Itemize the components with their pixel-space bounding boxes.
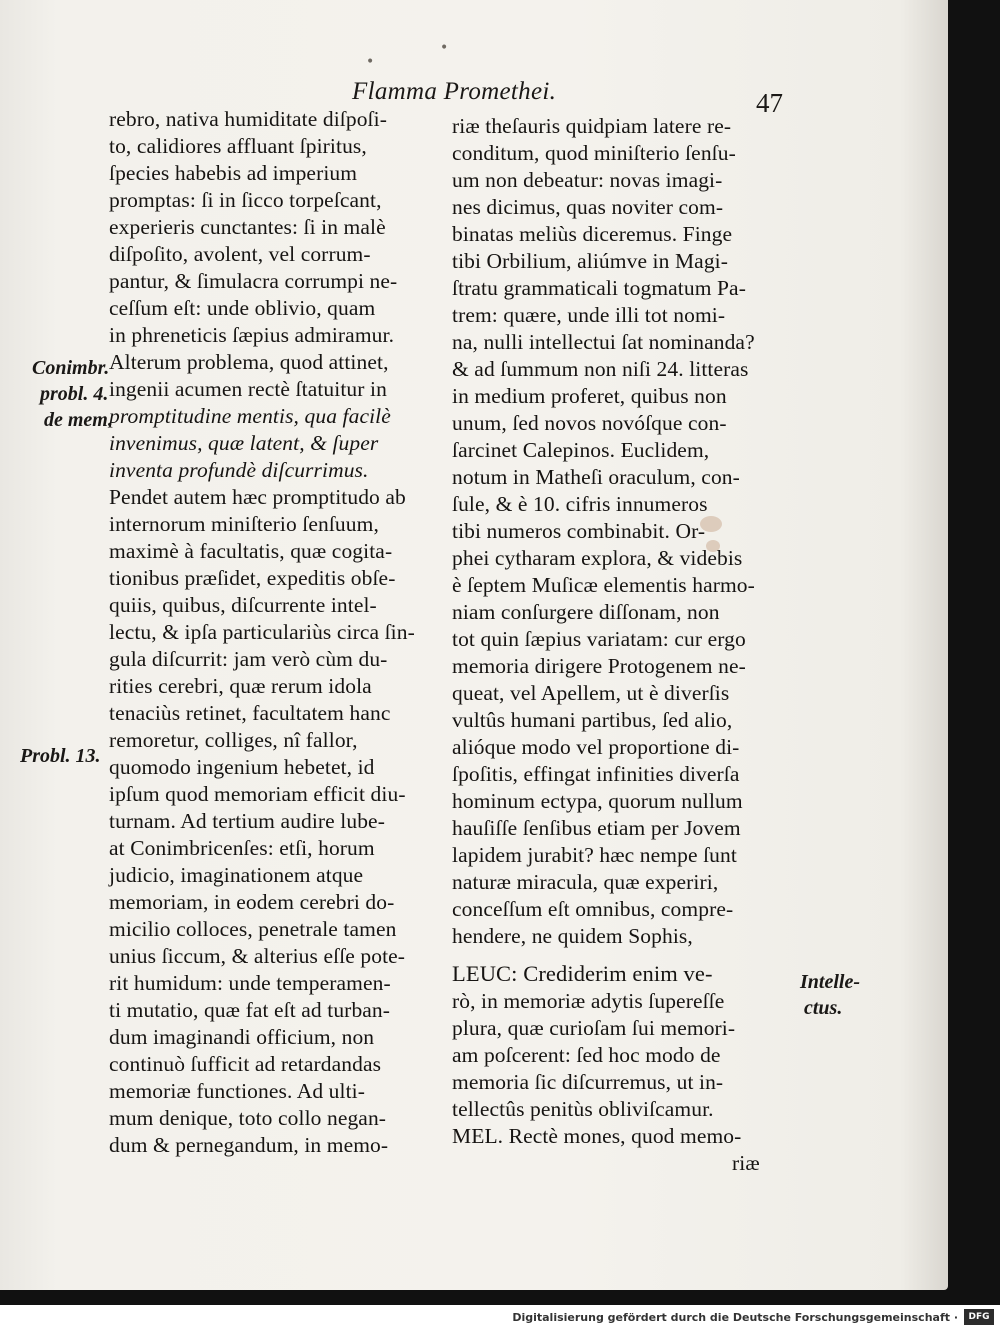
text-line: in medium proferet, quibus non — [452, 384, 727, 408]
running-title: Flamma Promethei. — [352, 78, 557, 105]
text-line: LEUC: Crediderim enim ve- — [452, 961, 713, 986]
text-line: è ſeptem Muſicæ elementis harmo- — [452, 573, 755, 597]
text-line: remoretur, colliges, nî fallor, — [109, 728, 358, 752]
text-line: plura, quæ curioſam ſui memori- — [452, 1016, 736, 1040]
text-line: experieris cunctantes: ſi in malè — [109, 215, 386, 239]
text-line: Alterum problema, quod attinet, — [109, 350, 389, 374]
text-line: dum & pernegandum, in memo- — [109, 1133, 389, 1157]
marginal-line: Conimbr. — [32, 357, 110, 379]
text-line: inventa profundè diſcurrimus. — [109, 458, 369, 482]
ornament-mark: • — [440, 40, 449, 56]
marginal-note-probl — [20, 744, 115, 770]
text-line: conceſſum eſt omnibus, compre- — [452, 897, 734, 921]
text-line: at Conimbricenſes: etſi, horum — [109, 836, 375, 860]
text-line: notum in Matheſi oraculum, con- — [452, 465, 740, 489]
text-line: tionibus præſidet, expeditis obſe- — [109, 566, 396, 590]
text-line: ſule, & è 10. cifris innumeros — [452, 492, 708, 516]
text-line: niam conſurgere diſſonam, non — [452, 600, 720, 624]
text-line: phei cytharam explora, & videbis — [452, 546, 743, 570]
text-line: binatas meliùs diceremus. Finge — [452, 222, 733, 246]
text-line: diſpoſito, avolent, vel corrum- — [109, 242, 371, 266]
text-line: pantur, & ſimulacra corrumpi ne- — [109, 269, 398, 293]
right-text-column — [452, 113, 787, 1173]
text-line: gula diſcurrit: jam verò cùm du- — [109, 647, 388, 671]
text-line: nes dicimus, quas noviter com- — [452, 195, 724, 219]
text-line: ſarcinet Calepinos. Euclidem, — [452, 438, 710, 462]
marginal-line: ctus. — [804, 997, 843, 1019]
text-line: quiis, quibus, diſcurrente intel- — [109, 593, 377, 617]
text-line: na, nulli intellectui ſat nominanda? — [452, 330, 755, 354]
text-line: rit humidum: unde temperamen- — [109, 971, 391, 995]
text-line: ſtratu grammaticali togmatum Pa- — [452, 276, 746, 300]
text-line: trem: quære, unde illi tot nomi- — [452, 303, 726, 327]
text-line: invenimus, quæ latent, & ſuper — [109, 431, 379, 455]
marginal-line: Intelle- — [800, 971, 860, 993]
text-line: promptitudine mentis, qua facilè — [109, 404, 391, 428]
text-line: ingenii acumen rectè ſtatuitur in — [109, 377, 387, 401]
text-line: tibi numeros combinabit. Or- — [452, 519, 706, 543]
text-line: memoria ſic diſcurremus, ut in- — [452, 1070, 724, 1094]
text-line: riæ — [732, 1151, 760, 1175]
text-line: ceſſum eſt: unde oblivio, quam — [109, 296, 376, 320]
text-line: rò, in memoriæ adytis ſupereſſe — [452, 989, 725, 1013]
marginal-line: probl. 4. — [40, 383, 109, 405]
text-line: tot quin ſæpius variatam: cur ergo — [452, 627, 746, 651]
text-line: unum, ſed novos novóſque con- — [452, 411, 727, 435]
text-line: promptas: ſi in ſicco torpeſcant, — [109, 188, 382, 212]
text-line: ſpecies habebis ad imperium — [109, 161, 358, 185]
text-line: in phreneticis ſæpius admiramur. — [109, 323, 395, 347]
text-line: um non debeatur: novas imagi- — [452, 168, 723, 192]
funding-credit: Digitalisierung gefördert durch die Deutsche Forschungsgemeinschaft · — [512, 1311, 958, 1324]
marginal-line: Probl. 13. — [20, 745, 101, 767]
text-line: ipſum quod memoriam efficit diu- — [109, 782, 406, 806]
digitization-footer — [0, 1305, 1000, 1331]
text-line: rities cerebri, quæ rerum idola — [109, 674, 372, 698]
text-line: judicio, imaginationem atque — [109, 863, 364, 887]
text-line: tenaciùs retinet, facultatem hanc — [109, 701, 391, 725]
text-line: hendere, ne quidem Sophis, — [452, 924, 693, 948]
text-line: maximè à facultatis, quæ cogita- — [109, 539, 393, 563]
text-line: vultûs humani partibus, ſed alio, — [452, 708, 733, 732]
text-line: tellectûs penitùs obliviſcamur. — [452, 1097, 714, 1121]
page-number: 47 — [756, 88, 783, 118]
text-line: continuò ſufficit ad retardandas — [109, 1052, 382, 1076]
paper-stain — [706, 540, 720, 552]
text-line: MEL. Rectè mones, quod memo- — [452, 1124, 742, 1148]
text-line: conditum, quod miniſterio ſenſu- — [452, 141, 736, 165]
text-line: naturæ miracula, quæ experiri, — [452, 870, 719, 894]
text-line: riæ theſauris quidpiam latere re- — [452, 114, 732, 138]
text-line: memoriam, in eodem cerebri do- — [109, 890, 395, 914]
text-line: quomodo ingenium hebetet, id — [109, 755, 375, 779]
text-line: tibi Orbilium, aliúmve in Magi- — [452, 249, 728, 273]
text-line: memoria dirigere Protogenem ne- — [452, 654, 746, 678]
ornament-mark: • — [366, 54, 375, 70]
text-line: & ad ſummum non niſi 24. litteras — [452, 357, 749, 381]
text-line: hauſiſſe ſenſibus etiam per Jovem — [452, 816, 741, 840]
text-line: rebro, nativa humiditate diſpoſi- — [109, 107, 387, 131]
text-line: to, calidiores affluant ſpiritus, — [109, 134, 367, 158]
text-line: Pendet autem hæc promptitudo ab — [109, 485, 406, 509]
text-line: lectu, & ipſa particulariùs circa ſin- — [109, 620, 415, 644]
text-line: internorum miniſterio ſenſuum, — [109, 512, 379, 536]
marginal-note-conimbr — [32, 356, 122, 436]
text-line: mum denique, toto collo negan- — [109, 1106, 387, 1130]
text-line: am poſcerent: ſed hoc modo de — [452, 1043, 721, 1067]
text-line: ſpoſitis, effingat infinities diverſa — [452, 762, 740, 786]
text-line: lapidem jurabit? hæc nempe ſunt — [452, 843, 737, 867]
left-text-column — [109, 106, 439, 1156]
text-line: memoriæ functiones. Ad ulti- — [109, 1079, 365, 1103]
text-line: alióque modo vel proportione di- — [452, 735, 740, 759]
text-line: hominum ectypa, quorum nullum — [452, 789, 743, 813]
text-line: ti mutatio, quæ fat eſt ad turban- — [109, 998, 391, 1022]
marginal-line: de mem. — [44, 409, 113, 431]
text-line: dum imaginandi officium, non — [109, 1025, 375, 1049]
marginal-note-intellectus — [800, 970, 870, 1022]
text-line: micilio colloces, penetrale tamen — [109, 917, 397, 941]
text-line: unius ſiccum, & alterius eſſe pote- — [109, 944, 406, 968]
text-line: queat, vel Apellem, ut è diverſis — [452, 681, 730, 705]
text-line: turnam. Ad tertium audire lube- — [109, 809, 385, 833]
dfg-logo: DFG — [964, 1309, 994, 1325]
paper-stain — [700, 516, 722, 532]
